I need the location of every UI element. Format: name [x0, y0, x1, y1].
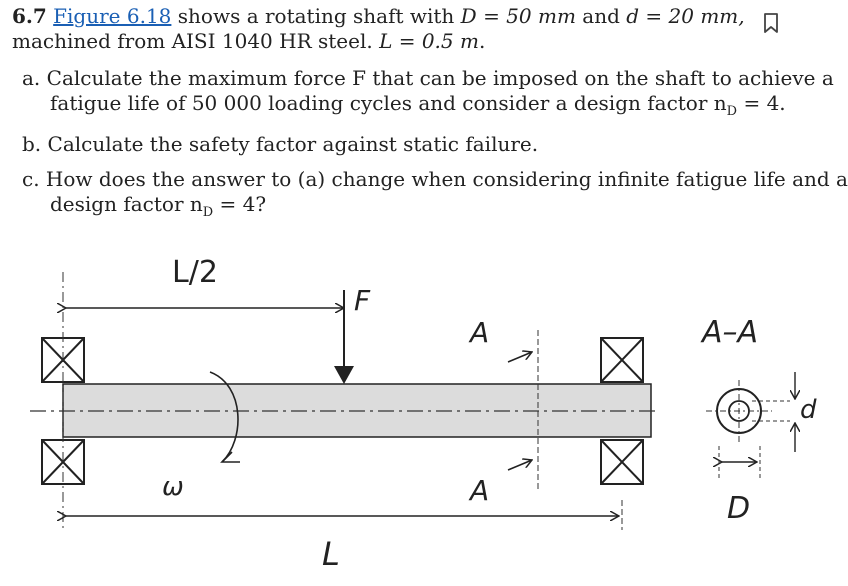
rotation-arrowhead-icon: [222, 452, 240, 462]
section-label-bottom: A: [470, 474, 490, 507]
length-label: L: [322, 535, 340, 573]
question-b-label: b.: [22, 132, 42, 156]
question-a-tail: = 4.: [737, 91, 786, 115]
problem-text-1: shows a rotating shaft with: [171, 4, 461, 28]
question-c-line1: How does the answer to (a) change when considering infinite fatigue life and a: [45, 167, 848, 191]
question-b-line1: Calculate the safety factor against static failure.: [47, 132, 539, 156]
problem-number: 6.7: [12, 4, 47, 28]
question-a-line1: Calculate the maximum force F that can be imposed on the shaft to achieve a: [46, 66, 834, 90]
question-c-line2: design factor n: [50, 192, 203, 216]
omega-label: ω: [162, 472, 184, 502]
inner-diameter-value: d = 20 mm,: [626, 4, 745, 28]
problem-period: .: [478, 29, 486, 53]
inner-diameter-label: d: [800, 395, 817, 425]
force-label: F: [354, 284, 371, 317]
half-length-label: L/2: [172, 255, 218, 290]
force-arrowhead-icon: [334, 366, 354, 384]
section-arrow-top-icon: [508, 352, 532, 362]
problem-and: and: [575, 4, 627, 28]
right-bearing-top: [601, 338, 643, 382]
question-c-label: c.: [22, 167, 40, 191]
question-a-label: a.: [22, 66, 41, 90]
section-label-top: A: [470, 316, 490, 349]
figure-link[interactable]: Figure 6.18: [53, 4, 172, 28]
outer-diameter-value: D = 50 mm: [460, 4, 576, 28]
section-view-title: A–A: [702, 315, 759, 350]
section-arrow-bottom-icon: [508, 460, 532, 470]
outer-diameter-label: D: [727, 491, 751, 526]
length-value: L = 0.5 m: [379, 29, 479, 53]
design-factor-subscript: D: [726, 104, 738, 119]
design-factor-subscript-c: D: [202, 205, 214, 220]
problem-text-2: machined from AISI 1040 HR steel.: [12, 29, 380, 53]
question-a-line2: fatigue life of 50 000 loading cycles and consider a design factor n: [50, 91, 727, 115]
question-c-tail: = 4?: [213, 192, 267, 216]
right-bearing-bottom: [601, 440, 643, 484]
